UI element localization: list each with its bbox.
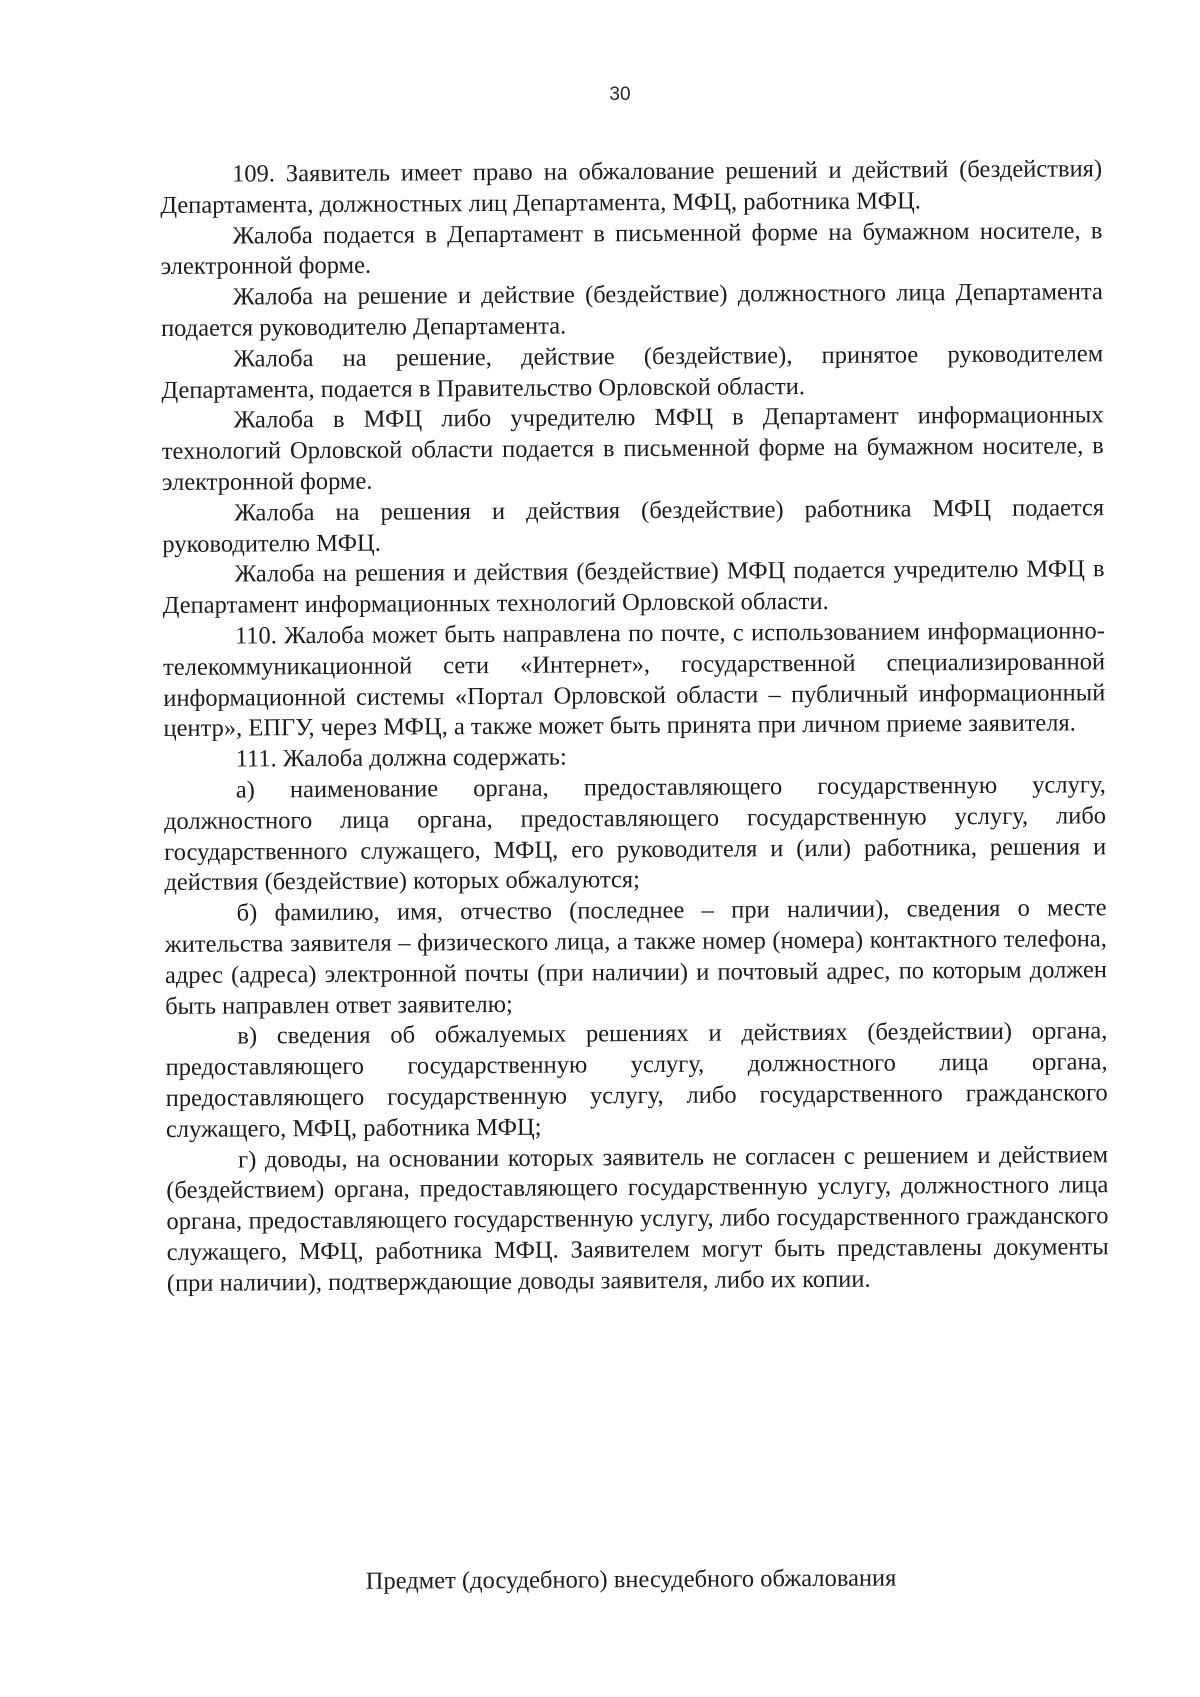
paragraph-complaint-form: Жалоба подается в Департамент в письменной форме на бумажном носителе, в электронной форме.: [160, 216, 1103, 281]
list-item-b: б) фамилию, имя, отчество (последнее – при наличии), сведения о месте жительства заявителя – физического лица, а также номер (номера) контактного телефона, адрес (адреса) электронной почты (при наличии) и почтовый адрес, по которым должен быть направлен ответ заявителю;: [164, 894, 1108, 1020]
page-number: 30: [609, 84, 631, 105]
paragraph-complaint-mfc-founder: Жалоба в МФЦ либо учредителю МФЦ в Департамент информационных технологий Орловской области подается в письменной форме на бумажном носителе, в электронной форме.: [161, 401, 1104, 496]
list-item-a: а) наименование органа, предоставляющего государственную услугу, должностного лица органа, предоставляющего государственную услугу, либо государственного служащего, МФЦ, его руководителя и (или) работника, решения и действия (бездействие) которых обжалуются;: [163, 771, 1107, 897]
paragraph-complaint-head: Жалоба на решение, действие (бездействие), принятое руководителем Департамента, подается в Правительство Орловской области.: [161, 340, 1104, 404]
document-body: [160, 154, 1109, 1299]
paragraph-111: 111. Жалоба должна содержать:: [235, 743, 567, 773]
paragraph-complaint-mfc: Жалоба на решения и действия (бездействие) МФЦ подается учредителю МФЦ в Департамент информационных технологий Орловской области.: [162, 555, 1105, 620]
paragraph-complaint-official: Жалоба на решение и действие (бездействие) должностного лица Департамента подается руководителю Департамента.: [160, 278, 1103, 342]
list-item-g: г) доводы, на основании которых заявитель не согласен с решением и действием (бездействием) органа, предоставляющего государственную услугу, должностного лица органа, предоставляющего государственную услугу, либо государственного гражданского служащего, МФЦ, работника МФЦ. Заявителем могут быть представлены документы (при наличии), подтверждающие доводы заявителя, либо их копии.: [166, 1140, 1109, 1297]
paragraph-110: 110. Жалоба может быть направлена по почте, с использованием информационно-телекоммуникационной сети «Интернет», государственной специализированной информационной системы «Портал Орловской области – публичный информационный центр», ЕПГУ, через МФЦ, а также может быть принята при личном приеме заявителя.: [163, 617, 1106, 743]
list-item-v: в) сведения об обжалуемых решениях и действиях (бездействии) органа, предоставляющего государственную услугу, должностного лица органа, предоставляющего государственную услугу, либо государственного гражданского служащего, МФЦ, работника МФЦ;: [165, 1017, 1108, 1143]
paragraph-109: 109. Заявитель имеет право на обжалование решений и действий (бездействия) Департамента, должностных лиц Департамента, МФЦ, работника МФЦ.: [160, 155, 1103, 219]
section-heading: Предмет (досудебного) внесудебного обжалования: [365, 1564, 897, 1595]
paragraph-complaint-mfc-worker: Жалоба на решения и действия (бездействие) работника МФЦ подается руководителю МФЦ.: [162, 494, 1105, 558]
